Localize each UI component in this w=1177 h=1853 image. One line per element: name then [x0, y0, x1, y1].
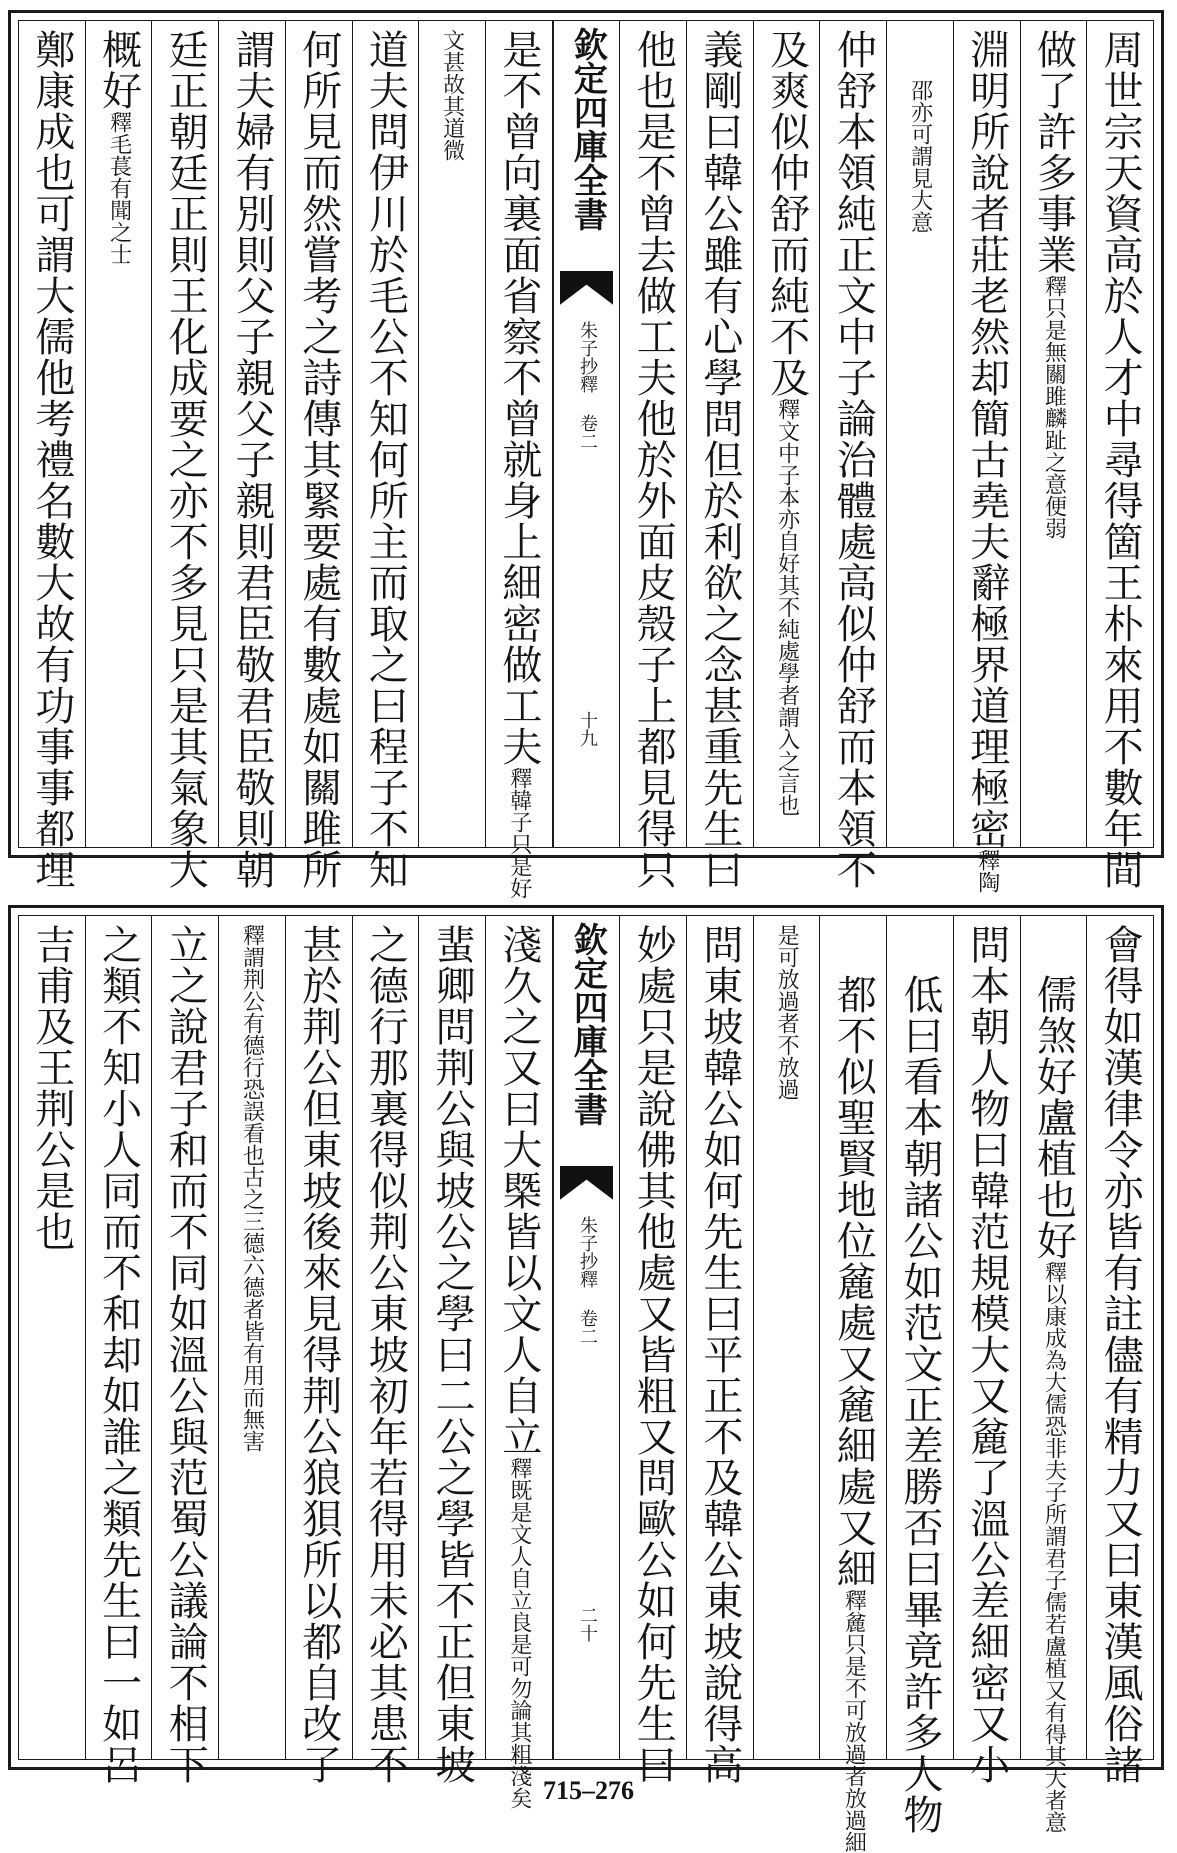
folio-number: 二十	[576, 1606, 598, 1642]
annotation-note: 釋文中子本亦自好其不純處學者謂入之言也	[774, 398, 800, 816]
annotation-note: 釋陶	[974, 849, 1000, 893]
fish-tail-mark	[560, 1166, 614, 1200]
annotation-note: 釋只是無關雎麟趾之意便弱	[1041, 275, 1067, 539]
fish-tail-mark	[560, 271, 614, 305]
annotation-note: 文甚故其道微	[439, 29, 465, 161]
annotation-note: 釋謂荆公有德行恐誤看也古之三德六德者皆有用而無害	[239, 924, 265, 1452]
annotation-note: 釋毛萇有聞之士	[106, 111, 132, 265]
text-column: 淵明所說者莊老然却簡古堯夫辭極界道理極密釋陶	[953, 21, 1020, 847]
text-column: 周世宗天資高於人才中尋得箇王朴來用不數年間	[1086, 21, 1153, 847]
book-title: 欽定四庫全書	[567, 27, 608, 231]
text-column: 問本朝人物曰韓范規模大又麄了溫公差細密又小	[953, 916, 1020, 1759]
folio-number: 十九	[576, 711, 598, 747]
text-column: 之類不知小人同而不和却如誰之類先生曰一如呂	[85, 916, 152, 1759]
text-column	[218, 916, 285, 1759]
text-column: 道夫問伊川於毛公不知何所主而取之曰程子不知	[352, 21, 419, 847]
text-column: 淺久之又曰大槩皆以文人自立釋既是文人自立良是可勿論其粗淺矣	[485, 916, 552, 1759]
text-column: 是不曾向裏面省察不曾就身上細密做工夫釋韓子只是好	[485, 21, 552, 847]
text-column: 儒煞好盧植也好釋以康成為大儒恐非夫子所謂君子儒若盧植又有得其大者意	[1020, 916, 1087, 1759]
text-column: 問東坡韓公如何先生曰平正不及韓公東坡說得高	[686, 916, 753, 1759]
text-column: 吉甫及王荆公是也	[28, 924, 75, 1252]
text-column: 及爽似仲舒而純不及釋文中子本亦自好其不純處學者謂入之言也	[753, 21, 820, 847]
annotation-note: 釋以康成為大儒恐非夫子所謂君子儒若盧植又有得其大者意	[1041, 1261, 1067, 1833]
page-number: 715–276	[543, 1776, 634, 1805]
text-column: 之德行那裏得似荆公東坡初年若得用未必其患不	[352, 916, 419, 1759]
annotation-note: 釋韓子只是好	[506, 767, 532, 899]
text-column: 義剛曰韓公雖有心學問但於利欲之念甚重先生曰	[686, 21, 753, 847]
text-column: 廷正朝廷正則王化成要之亦不多見只是其氣象大	[151, 21, 218, 847]
text-column	[418, 21, 485, 847]
annotation-note: 邵亦可謂見大意	[907, 79, 933, 233]
book-title: 欽定四庫全書	[567, 922, 608, 1126]
text-column: 低曰看本朝諸公如范文正差勝否曰畢竟許多人物	[886, 916, 953, 1759]
text-column: 仲舒本領純正文中子論治體處高似仲舒而本領不	[819, 21, 886, 847]
volume-label: 朱子抄釋 卷二	[576, 321, 598, 450]
text-column: 何所見而然嘗考之詩傳其緊要處有數處如關雎所	[285, 21, 352, 847]
text-column	[753, 916, 820, 1759]
text-column: 會得如漢律令亦皆有註儘有精力又曰東漢風俗諸	[1086, 916, 1153, 1759]
center-fold-column	[552, 916, 620, 1759]
text-column: 都不似聖賢地位麄處又麄細處又細釋麄只是不可放過者放過細	[819, 916, 886, 1759]
page-leaf-top	[8, 10, 1164, 899]
annotation-note: 釋既是文人自立良是可勿論其粗淺矣	[506, 1457, 532, 1809]
text-column: 概好釋毛萇有聞之士	[85, 21, 152, 847]
center-fold-column	[552, 21, 620, 847]
annotation-note: 是可放過者不放過	[774, 924, 800, 1100]
text-column: 甚於荆公但東坡後來見得荆公狼狽所以都自改了	[285, 916, 352, 1759]
text-column: 鄭康成也可謂大儒他考禮名數大故有功事事都理	[28, 29, 75, 890]
text-column	[886, 21, 953, 847]
annotation-note: 釋麄只是不可放過者放過細	[841, 1589, 867, 1853]
text-column: 立之說君子和而不同如溫公與范蜀公議論不相下	[151, 916, 218, 1759]
volume-label: 朱子抄釋 卷二	[576, 1216, 598, 1345]
text-column: 謂夫婦有別則父子親父子親則君臣敬君臣敬則朝	[218, 21, 285, 847]
text-column: 做了許多事業釋只是無關雎麟趾之意便弱	[1020, 21, 1087, 847]
text-column: 妙處只是說佛其他處又皆粗又問歐公如何先生曰	[619, 916, 686, 1759]
text-column: 他也是不曾去做工夫他於外面皮殼子上都見得只	[619, 21, 686, 847]
text-column: 蜚卿問荆公與坡公之學曰二公之學皆不正但東坡	[418, 916, 485, 1759]
